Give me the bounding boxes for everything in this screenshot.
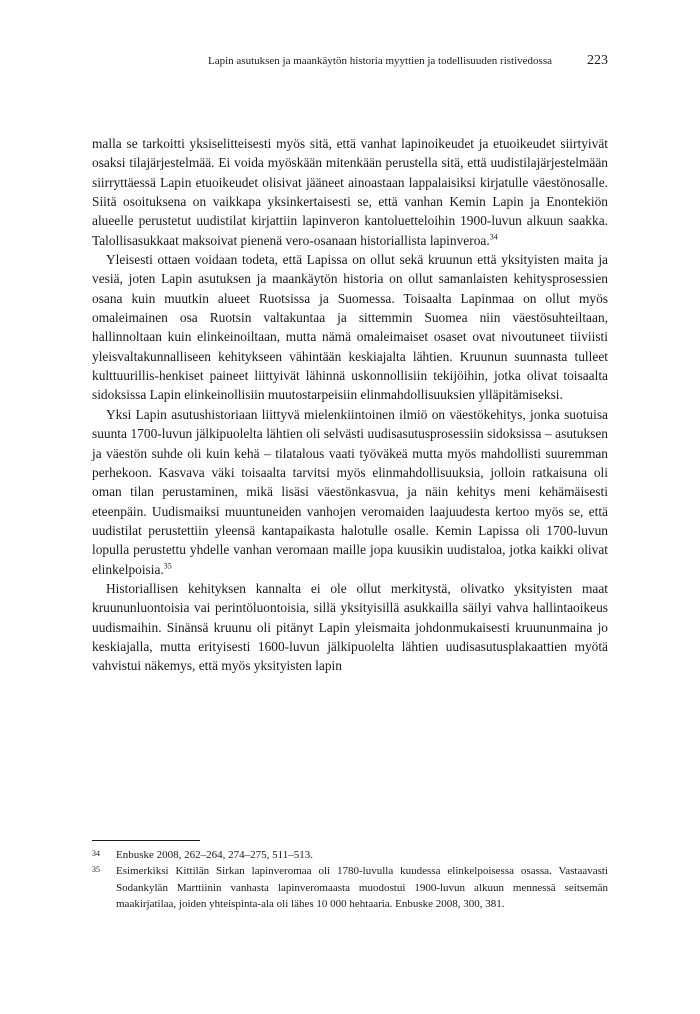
- running-header: [92, 54, 608, 70]
- body-text: [92, 134, 608, 676]
- footnote-number: 35: [92, 865, 100, 875]
- footnote-text: Esimerkiksi Kittilän Sirkan lapinveromaa oli 1780-luvulla kuudessa elinkelpoisessa osassa. Vastaavasti Sodankylän Marttiinin vanhasta lapinveromaasta muodostui 1900-luvun alkuun mennessä seitsemän maakirjatilaa, joiden yhteispinta-ala oli lähes 10 000 hehtaaria. Enbuske 2008, 300, 381.: [116, 865, 608, 910]
- paragraph-4: [92, 579, 608, 676]
- footnotes: [92, 847, 608, 912]
- paragraph-3-text: Yksi Lapin asutushistoriaan liittyvä mielenkiintoinen ilmiö on väestökehitys, jonka suotuisa suunta 1700-luvun jälkipuolelta lähtien oli selvästi uudisasutusprosessiin sidoksissa – asutuksen ja väestön suhde oli kuin kehä – tilatalous vaati työväkeä mutta myös mahdollisti suuremman perhekoon. Kasvava väki toisaalta tarvitsi myös elinmahdollisuuksia, jolloin ratkaisuna oli oman tilan perustaminen, mikä lisäsi väestönkasvua, ja näin kehitys meni kehämäisesti eteenpäin. Uudismaiksi muuntuneiden vanhojen veromaiden laajuudesta kertoo myös se, että uudistilat perustettiin yleensä kantapaikasta halotulle osalle. Kemin Lapissa oli 1700-luvun lopulla perustettu yhdelle vanhan veromaan maille jopa kuusikin uudistaloa, jotka kaikki olivat elinkelpoisia.: [92, 406, 608, 577]
- paragraph-2: [92, 250, 608, 405]
- footnote-text: Enbuske 2008, 262–264, 274–275, 511–513.: [116, 849, 313, 861]
- footnote-ref-35: 35: [163, 561, 172, 571]
- footnote-34: [92, 847, 608, 863]
- running-title: Lapin asutuksen ja maankäytön historia myyttien ja todellisuuden ristivedossa: [208, 55, 552, 67]
- footnote-divider: [92, 840, 200, 841]
- page-number: 223: [587, 53, 608, 68]
- paragraph-3: [92, 405, 608, 579]
- paragraph-2-text: Yleisesti ottaen voidaan todeta, että Lapissa on ollut sekä kruunun että yksityisten maita ja vesiä, joten Lapin asutuksen ja maankäytön historia on ollut samanlaisten kehitysprosessien osana kuin muutkin alueet Ruotsissa ja Suomessa. Toisaalta Lapinmaa on ollut myös omaleimainen osa Ruotsin valtakuntaa ja sittemmin Suomea niin väestösuhteiltaan, hallinnoltaan kuin elinkeinoiltaan, mutta nämä omaleimaiset osaset ovat nivoutuneet tiiviisti yleisvaltakunnalliseen kehitykseen vähintään keskiajalta lähtien. Kruunun suunnasta tulleet kulttuurillis-henkiset paineet liittyivät lähinnä uskonnollisiin tekijöihin, jotka olivat toisaalta sidoksissa Lapin elinkeinollisiin muutostarpeisiin elinmahdollisuuksien ylläpitämiseksi.: [92, 252, 608, 403]
- paragraph-4-text: Historiallisen kehityksen kannalta ei ole ollut merkitystä, olivatko yksityisten maat kruununluontoisia vai perintöluontoisia, sillä yksityisillä asukkailla säilyi vahva hallintaoikeus uudismaihin. Sinänsä kruunu oli pitänyt Lapin yleismaita johdonmukaisesti kruununmaina jo keskiajalla, mutta erityisesti 1600-luvun jälkipuolelta lähtien uudisasutusplakaattien myötä vahvistui näkemys, että myös yksityisten lapin: [92, 580, 608, 674]
- footnote-number: 34: [92, 849, 100, 858]
- footnote-ref-34: 34: [489, 232, 498, 242]
- footnote-35: [92, 863, 608, 912]
- paragraph-1: [92, 134, 608, 250]
- paragraph-1-text: malla se tarkoitti yksiselitteisesti myös sitä, että vanhat lapinoikeudet ja etuoikeudet siirtyivät osaksi tilajärjestelmää. Ei voida myöskään mitenkään perustella sitä, että uudistilajärjestelmään siirryttäessä Lapin etuoikeudet olisivat jääneet ainoastaan lappalaisiksi kirjatulle väestönosalle. Siitä osoituksena on vaikkapa yksinkertaisesti se, että vanhan Kemin Lapin ja Enontekiön alueelle perustetut uudistilat kirjattiin lapinveron kantoluetteloihin 1900-luvun alkuun saakka. Talollisasukkaat maksoivat pienenä vero-osanaan historiallista lapinveroa.: [92, 136, 608, 248]
